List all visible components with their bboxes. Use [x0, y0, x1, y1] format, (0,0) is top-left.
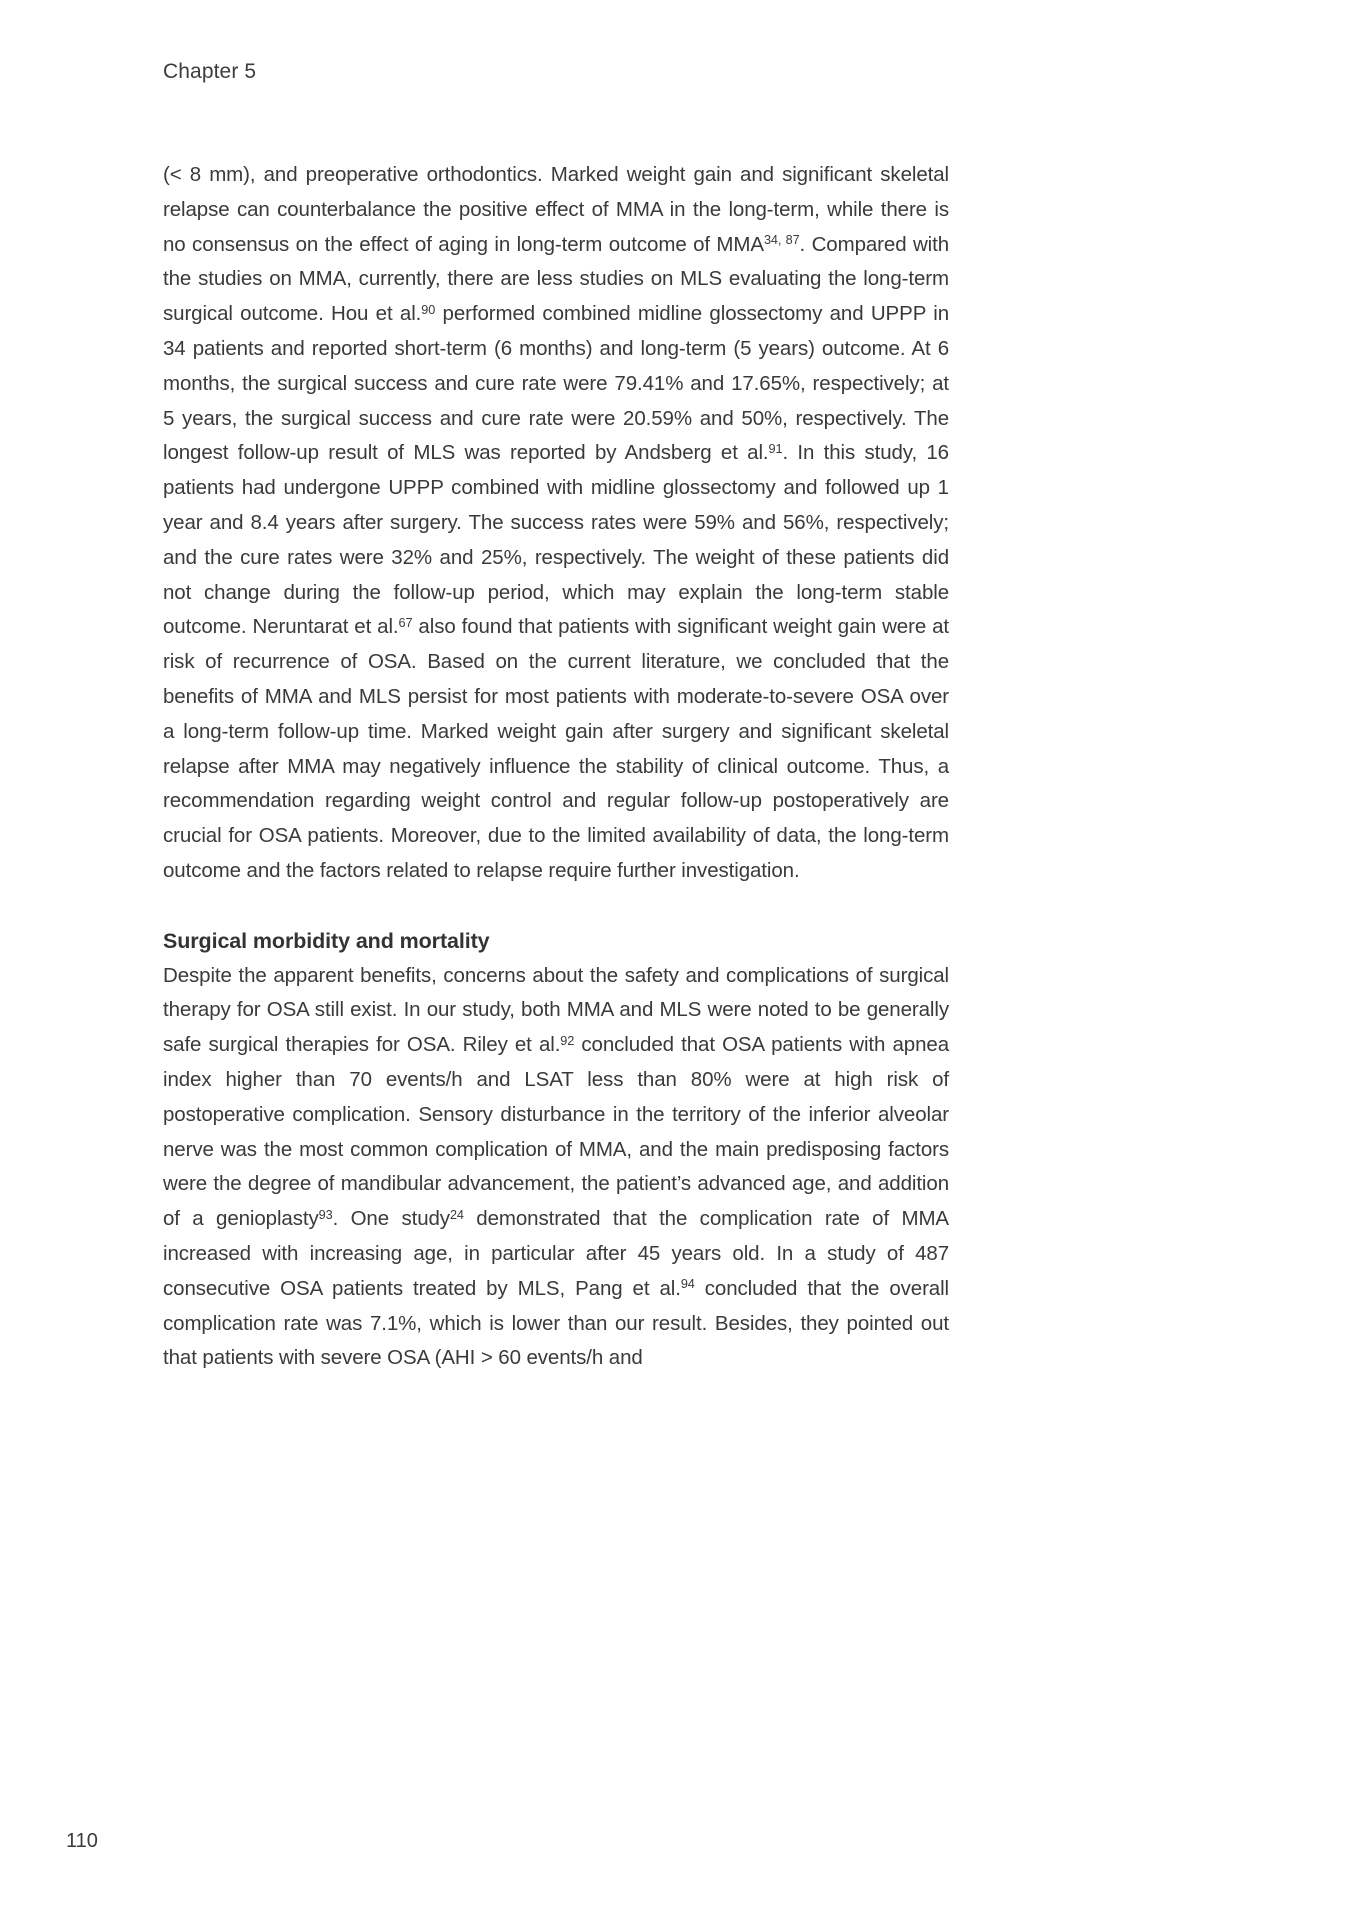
citation-superscript: 90	[421, 301, 436, 317]
citation-superscript: 24	[449, 1206, 464, 1222]
citation-superscript: 94	[680, 1276, 695, 1292]
page-number: 110	[66, 1830, 98, 1852]
citation-superscript: 67	[398, 615, 413, 631]
chapter-header: Chapter 5	[163, 60, 257, 83]
section-heading-surgical-morbidity: Surgical morbidity and mortality	[163, 928, 490, 953]
paragraph-surgical-morbidity: Despite the apparent benefits, concerns about the safety and complications of surgical therapy for OSA still exist. In our study, both MMA and MLS were noted to be generally safe surgical therapies for OSA. Riley et al.$^{92}$ concluded that OSA patients with apnea index higher than 70 events/h and LSAT less than 80% were at high risk of postoperative complication. Sensory disturbance in the territory of the inferior alveolar nerve was the most common complication of MMA, and the main predisposing factors were the degree of mandibular advancement, the patient’s advanced age, and addition of a genioplasty$^{93}$. One study$^{24}$ demonstrated that the complication rate of MMA increased with increasing age, in particular after 45 years old. In a study of 487 consecutive OSA patients treated by MLS, Pang et al.$^{94}$ concluded that the overall complication rate was 7.1%, which is lower than our result. Besides, they pointed out that patients with severe OSA (AHI > 60 events/h and	[163, 963, 950, 1370]
citation-superscript: 92	[560, 1032, 575, 1048]
citation-superscript: 91	[768, 441, 783, 457]
citation-superscript: 93	[318, 1206, 333, 1222]
citation-superscript: 34, 87	[763, 232, 800, 248]
paragraph-long-term-outcome: (< 8 mm), and preoperative orthodontics. Marked weight gain and significant skeletal relapse can counterbalance the positive effect of MMA in the long-term, while there is no consensus on the effect of aging in long-term outcome of MMA$^{34, 87}$. Compared with the studies on MMA, currently, there are less studies on MLS evaluating the long-term surgical outcome. Hou et al.$^{90}$ performed combined midline glossectomy and UPPP in 34 patients and reported short-term (6 months) and long-term (5 years) outcome. At 6 months, the surgical success and cure rate were 79.41% and 17.65%, respectively; at 5 years, the surgical success and cure rate were 20.59% and 50%, respectively. The longest follow-up result of MLS was reported by Andsberg et al.$^{91}$. In this study, 16 patients had undergone UPPP combined with midline glossectomy and followed up 1 year and 8.4 years after surgery. The success rates were 59% and 56%, respectively; and the cure rates were 32% and 25%, respectively. The weight of these patients did not change during the follow-up period, which may explain the long-term stable outcome. Neruntarat et al.$^{67}$ also found that patients with significant weight gain were at risk of recurrence of OSA. Based on the current literature, we concluded that the benefits of MMA and MLS persist for most patients with moderate-to-severe OSA over a long-term follow-up time. Marked weight gain after surgery and significant skeletal relapse after MMA may negatively influence the stability of clinical outcome. Thus, a recommendation regarding weight control and regular follow-up postoperatively are crucial for OSA patients. Moreover, due to the limited availability of data, the long-term outcome and the factors related to relapse require further investigation.	[163, 163, 950, 882]
text-block	[163, 158, 949, 1376]
